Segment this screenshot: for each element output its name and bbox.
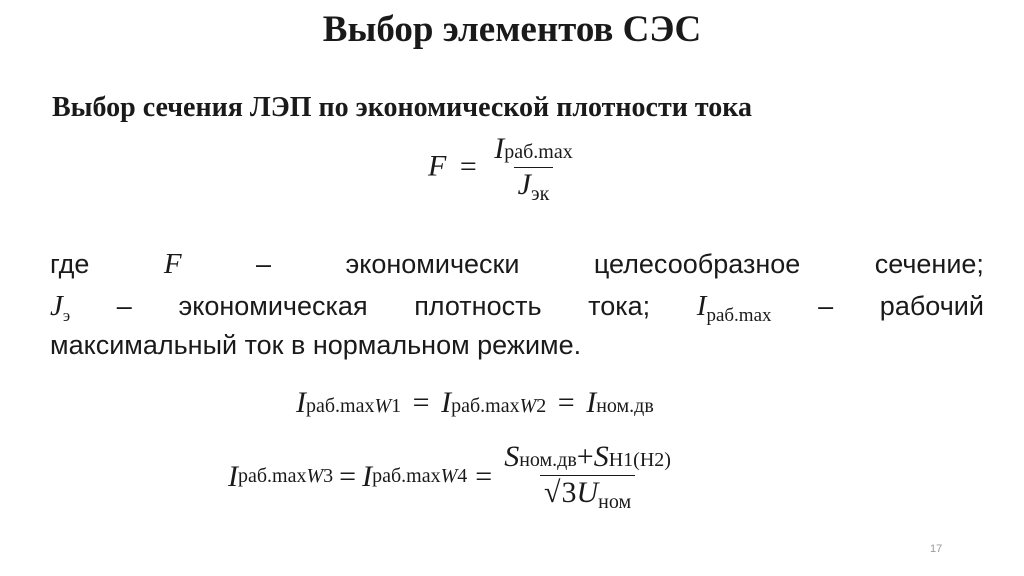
sqrt-icon: √: [544, 475, 561, 509]
slide-title: Выбор элементов СЭС: [322, 9, 702, 50]
formula-currents-w1-w2: [296, 386, 654, 420]
explanation-line-2: [50, 290, 984, 327]
subscript-nom-dv: ном.дв: [596, 395, 654, 417]
fraction-denominator: [540, 475, 635, 514]
formula-fraction: [490, 132, 577, 206]
formula-equals: =: [412, 386, 430, 419]
formula-currents-w3-w4: [228, 440, 675, 514]
symbol-s: S: [593, 440, 609, 473]
dash: –: [116, 291, 132, 321]
radicand-3: 3: [561, 475, 577, 509]
symbol-j: J: [50, 290, 63, 322]
subscript-w: W: [306, 465, 324, 488]
symbol-s: S: [504, 440, 520, 473]
subscript-rab-max: раб.max: [238, 465, 307, 488]
dash: –: [818, 291, 834, 321]
subscript-rab-max: раб.max: [706, 305, 772, 326]
dash: –: [256, 249, 272, 279]
word-ekonomicheskaya: экономическая: [178, 291, 368, 321]
symbol-i: I: [696, 290, 707, 322]
formula-equals: =: [557, 386, 575, 419]
word-celesoobraznoe: целесообразное: [593, 249, 801, 279]
symbol-i: I: [362, 459, 373, 493]
symbol-i: I: [586, 386, 597, 419]
formula-lhs-f: F: [428, 149, 447, 183]
formula-equals: =: [459, 149, 477, 183]
symbol-i: I: [228, 459, 238, 493]
fraction-denominator: [514, 167, 554, 206]
subscript-nom: ном: [598, 490, 632, 513]
symbol-i: I: [296, 386, 306, 419]
word-sechenie: сечение;: [874, 249, 984, 279]
fraction-numerator: [500, 440, 675, 475]
subscript-index: 3: [323, 465, 334, 488]
explanation-line-3: максимальный ток в нормальном режиме.: [50, 330, 582, 360]
symbol-j: J: [517, 167, 531, 201]
symbol-i: I: [494, 132, 505, 165]
subscript-w: W: [440, 465, 458, 488]
subscript-rab-max: раб.max: [504, 141, 573, 163]
formula-equals: =: [339, 459, 357, 493]
symbol-j-e: [50, 290, 70, 326]
subscript-index: 2: [536, 395, 547, 417]
subscript-rab-max: раб.max: [372, 465, 441, 488]
subscript-w: W: [519, 395, 537, 417]
fraction-numerator: [490, 132, 577, 167]
subscript-index: 1: [391, 395, 402, 417]
subscript-n1-n2: Н1(Н2): [608, 449, 671, 471]
formula-section-density: [428, 132, 577, 206]
subscript-rab-max: раб.max: [306, 395, 375, 417]
subscript-rab-max: раб.max: [451, 395, 520, 417]
symbol-u: U: [576, 475, 599, 509]
word-toka: тока;: [588, 291, 651, 321]
section-heading: Выбор сечения ЛЭП по экономической плотности тока: [52, 92, 752, 123]
formula-equals: =: [475, 459, 493, 493]
explanation-line-1: [50, 248, 984, 281]
subscript-ek: эк: [531, 182, 550, 205]
formula-fraction: [500, 440, 675, 514]
subscript-e: э: [62, 306, 71, 325]
subscript-index: 4: [457, 465, 468, 488]
word-ekonomicheski: экономически: [345, 249, 520, 279]
symbol-f: F: [163, 248, 182, 280]
symbol-i: I: [441, 386, 452, 419]
word-rabochiy: рабочий: [879, 291, 984, 321]
page-number: 17: [930, 543, 943, 555]
subscript-nom-dv: ном.дв: [519, 449, 577, 471]
symbol-i-rab-max: [697, 290, 772, 327]
plus-sign: +: [576, 440, 594, 473]
subscript-w: W: [374, 395, 392, 417]
word-gde: где: [50, 249, 90, 279]
word-plotnost: плотность: [414, 291, 542, 321]
